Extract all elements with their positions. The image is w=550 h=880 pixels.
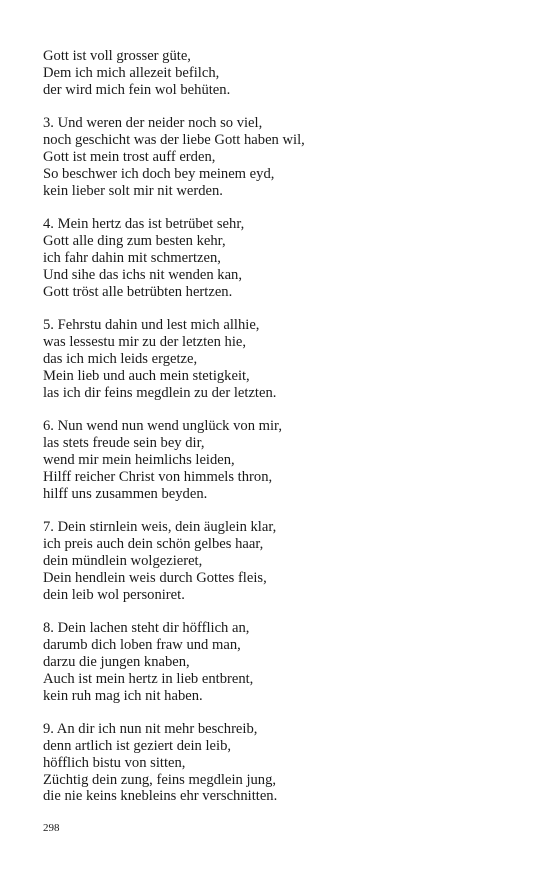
verse-line: 5. Fehrstu dahin und lest mich allhie, [43,317,260,334]
verse-line: was lessestu mir zu der letzten hie, [43,334,247,351]
song-text [43,48,513,822]
verse-line: Gott tröst alle betrübten hertzen. [43,283,233,300]
verse-line: Gott ist mein trost auff erden, [43,148,216,165]
verse-line: Auch ist mein hertz in lieb entbrent, [43,670,254,687]
verse-line: las stets freude sein bey dir, [43,435,205,452]
stanza-9 [43,721,513,805]
stanza-7 [43,519,513,603]
verse-line: der wird mich fein wol behüten. [43,81,231,98]
verse-line: 4. Mein hertz das ist betrübet sehr, [43,216,245,233]
verse-line: dein leib wol personiret. [43,586,185,603]
verse-line: So beschwer ich doch bey meinem eyd, [43,165,275,182]
verse-line: noch geschicht was der liebe Gott haben wil, [43,132,305,149]
verse-line: Mein lieb und auch mein stetigkeit, [43,367,250,384]
verse-line: las ich dir feins megdlein zu der letzten. [43,384,277,401]
verse-line: Und sihe das ichs nit wenden kan, [43,266,243,283]
verse-line: das ich mich leids ergetze, [43,350,198,367]
verse-line: höfflich bistu von sitten, [43,754,186,771]
verse-line: ich fahr dahin mit schmertzen, [43,249,221,266]
stanza-6 [43,418,513,502]
verse-line: 9. An dir ich nun nit mehr beschreib, [43,721,258,738]
verse-line: 7. Dein stirnlein weis, dein äuglein klar, [43,519,277,536]
stanza-4 [43,216,513,300]
verse-line: dein mündlein wolgezieret, [43,552,203,569]
verse-line: kein ruh mag ich nit haben. [43,687,203,704]
verse-line: 8. Dein lachen steht dir höfflich an, [43,620,250,637]
verse-line: 3. Und weren der neider noch so viel, [43,115,263,132]
verse-line: Dein hendlein weis durch Gottes fleis, [43,569,267,586]
verse-line: darzu die jungen knaben, [43,653,190,670]
verse-line: hilff uns zusammen beyden. [43,485,208,502]
page-number: 298 [43,822,60,834]
stanza-8 [43,620,513,704]
verse-line: 6. Nun wend nun wend unglück von mir, [43,418,282,435]
verse-line: Züchtig dein zung, feins megdlein jung, [43,771,277,788]
verse-line: die nie keins knebleins ehr verschnitten. [43,788,278,805]
verse-line: darumb dich loben fraw und man, [43,637,241,654]
verse-line: Hilff reicher Christ von himmels thron, [43,468,273,485]
stanza-3 [43,115,513,199]
verse-line: wend mir mein heimlichs leiden, [43,451,235,468]
verse-line: ich preis auch dein schön gelbes haar, [43,536,264,553]
verse-line: Gott alle ding zum besten kehr, [43,233,226,250]
verse-line: kein lieber solt mir nit werden. [43,182,223,199]
stanza-continuation [43,48,513,98]
verse-line: Dem ich mich allezeit befilch, [43,64,220,81]
verse-line: Gott ist voll grosser güte, [43,48,191,64]
stanza-5 [43,317,513,401]
verse-line: denn artlich ist geziert dein leib, [43,738,232,755]
